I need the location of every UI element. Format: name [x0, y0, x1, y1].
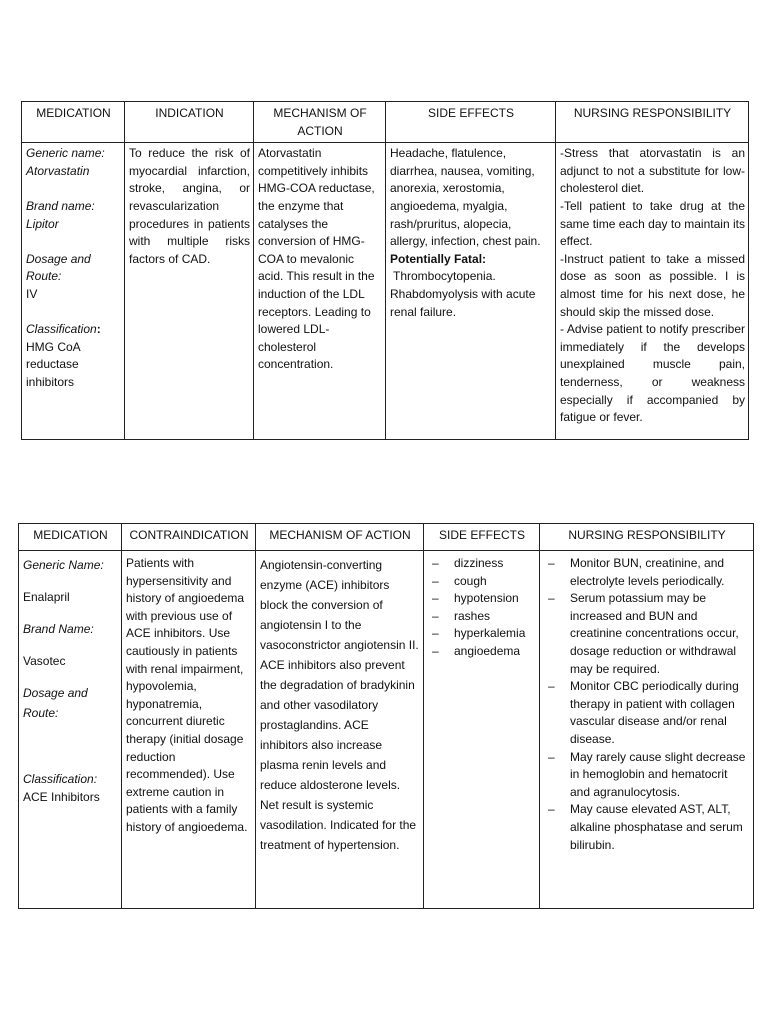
header-indication: INDICATION: [125, 102, 254, 143]
generic-name-label: Generic name:: [26, 146, 105, 161]
indication-cell: To reduce the risk of myocardial infarction, stroke, angina, or revascularization procedures in patients with multiple risks factors of CAD.: [125, 143, 254, 440]
header-contraindication: CONTRAINDICATION: [122, 524, 256, 551]
list-item: – May cause elevated AST, ALT, alkaline phosphatase and serum bilirubin.: [544, 801, 750, 854]
header-side-effects: SIDE EFFECTS: [424, 524, 540, 551]
mechanism-cell: Angiotensin-converting enzyme (ACE) inhibitors block the conversion of angiotensin I to the vasoconstrictor angiotensin II. ACE inhibitors also prevent the degradation of bradykinin and other vasodilatory prostaglandins. ACE inhibitors also increase plasma renin levels and reduce aldosterone levels. Net result is systemic vasodilation. Indicated for the treatment of hypertension.: [256, 551, 424, 909]
classification-value: ACE Inhibitors: [23, 790, 100, 804]
list-item: – cough: [428, 573, 536, 591]
nursing-list: [544, 555, 750, 854]
list-item: – angioedema: [428, 643, 536, 661]
dosage-route-label: Dosage and: [26, 251, 91, 266]
table-row: [22, 143, 749, 440]
dosage-route-label: Dosage and: [23, 686, 88, 700]
nursing-cell: [540, 551, 754, 909]
enalapril-drug-table: [18, 523, 754, 909]
medication-cell: [22, 143, 125, 440]
atorvastatin-drug-table: [21, 101, 749, 440]
classification-value: HMG CoA reductase inhibitors: [26, 339, 81, 389]
potentially-fatal-item: Rhabdomyolysis with acute renal failure.: [390, 286, 536, 319]
dosage-route-label-2: Route:: [26, 269, 62, 284]
generic-name-value: Atorvastatin: [26, 163, 90, 178]
list-item: – hyperkalemia: [428, 625, 536, 643]
header-nursing: NURSING RESPONSIBILITY: [556, 102, 749, 143]
list-item: – Monitor CBC periodically during therapy in patient with collagen vascular disease and/or renal disease.: [544, 678, 750, 748]
nursing-item: - Advise patient to notify prescriber immediately if the develops unexplained muscle pain, tenderness, or weakness especially if accompanied by fatigue or fever.: [560, 322, 745, 425]
generic-name-label: Generic Name:: [23, 558, 104, 572]
potentially-fatal-item: Thrombocytopenia.: [393, 269, 496, 284]
side-effects-cell: [386, 143, 556, 440]
header-mechanism: MECHANISM OF ACTION: [256, 524, 424, 551]
nursing-item: -Stress that atorvastatin is an adjunct to not a substitute for low-cholesterol diet.: [560, 146, 745, 196]
dosage-route-label-2: Route:: [23, 706, 59, 720]
brand-name-label: Brand Name:: [23, 622, 94, 636]
contraindication-cell: Patients with hypersensitivity and history of angioedema with previous use of ACE inhibitors. Use cautiously in patients with renal impairment, hypovolemia, hyponatremia, concurrent diuretic therapy (initial dosage reduction recommended). Use extreme caution in patients with a family history of angioedema.: [122, 551, 256, 909]
list-item: – May rarely cause slight decrease in hemoglobin and hematocrit and agranulocytosis.: [544, 749, 750, 802]
header-side-effects: SIDE EFFECTS: [386, 102, 556, 143]
table-header-row: [19, 524, 754, 551]
table-row: [19, 551, 754, 909]
header-mechanism: MECHANISM OF ACTION: [254, 102, 386, 143]
medication-cell: [19, 551, 122, 909]
classification-label: Classification:: [23, 772, 98, 786]
list-item: – Monitor BUN, creatinine, and electrolyte levels periodically.: [544, 555, 750, 590]
side-effects-text: Headache, flatulence, diarrhea, nausea, vomiting, anorexia, xerostomia, angioedema, myalgia, rash/pruritus, alopecia, allergy, infection, chest pain.: [390, 146, 541, 249]
classification-label-text: Classification: [26, 322, 97, 337]
generic-name-value: Enalapril: [23, 590, 70, 604]
header-nursing: NURSING RESPONSIBILITY: [540, 524, 754, 551]
list-item: – hypotension: [428, 590, 536, 608]
header-medication: MEDICATION: [22, 102, 125, 143]
brand-name-value: Lipitor: [26, 216, 59, 231]
brand-name-value: Vasotec: [23, 654, 66, 668]
classification-colon: :: [96, 322, 101, 337]
potentially-fatal-label: Potentially Fatal:: [390, 251, 487, 266]
list-item: – dizziness: [428, 555, 536, 573]
side-effects-list: [428, 555, 536, 661]
header-medication: MEDICATION: [19, 524, 122, 551]
nursing-cell: [556, 143, 749, 440]
brand-name-label: Brand name:: [26, 198, 95, 213]
nursing-item: -Tell patient to take drug at the same time each day to maintain its effect.: [560, 198, 745, 249]
side-effects-cell: [424, 551, 540, 909]
mechanism-cell: Atorvastatin competitively inhibits HMG-COA reductase, the enzyme that catalyses the conversion of HMG-COA to mevalonic acid. This result in the induction of the LDL receptors. Leading to lowered LDL-cholesterol concentration.: [254, 143, 386, 440]
dosage-route-value: IV: [26, 286, 38, 301]
list-item: – rashes: [428, 608, 536, 626]
nursing-item: -Instruct patient to take a missed dose as soon as possible. I is almost time for his next dose, he should skip the missed dose.: [560, 251, 745, 319]
classification-label: [26, 321, 121, 339]
list-item: – Serum potassium may be increased and BUN and creatinine concentrations occur, dosage reduction or withdrawal may be required.: [544, 590, 750, 678]
table-header-row: [22, 102, 749, 143]
